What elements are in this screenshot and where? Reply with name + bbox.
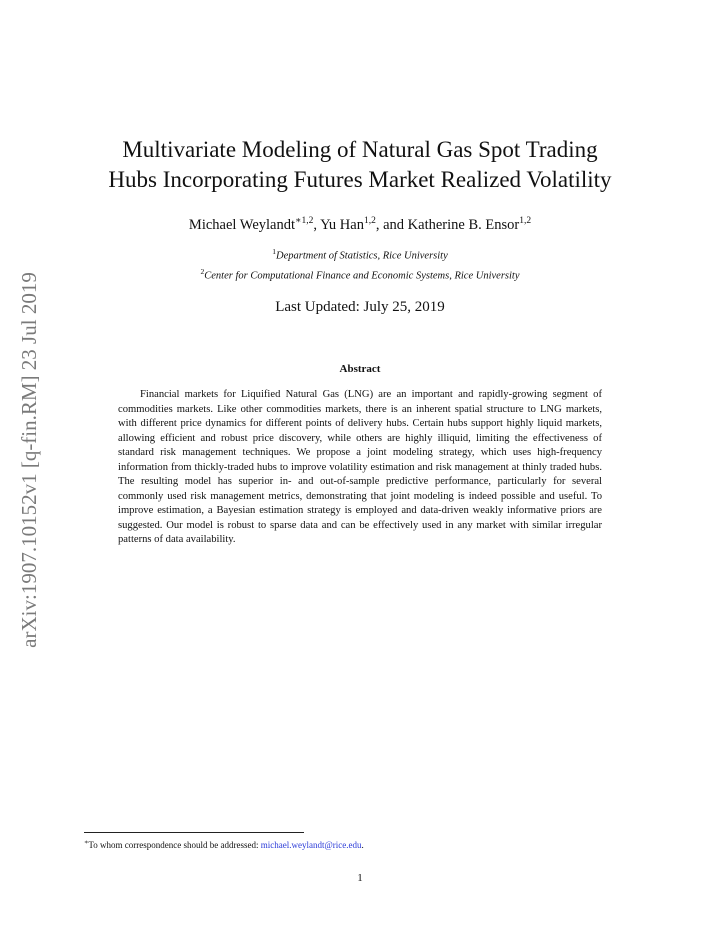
footnote-divider [84, 832, 304, 833]
affiliation-list [60, 244, 660, 283]
last-updated-date: Last Updated: July 25, 2019 [275, 299, 445, 315]
correspondence-email-link[interactable]: michael.weylandt@rice.edu [260, 840, 362, 850]
author-separator: , and [375, 216, 408, 233]
arxiv-identifier-stamp: arXiv:1907.10152v1 [q-fin.RM] 23 Jul 2019 [17, 272, 41, 648]
author-separator: , [313, 216, 321, 233]
affiliation-text: Department of Statistics, Rice University [275, 250, 448, 262]
page-number: 1 [357, 872, 363, 884]
author-name: Yu Han [320, 216, 364, 233]
footnote-marker: ∗ [84, 839, 89, 846]
paper-title [60, 135, 660, 195]
affiliation-marker: 2 [200, 266, 205, 276]
author-affiliation-marker: 1,2 [363, 216, 376, 226]
author-name: Michael Weylandt [188, 216, 295, 233]
abstract-heading: Abstract [339, 363, 381, 375]
correspondence-footnote [84, 836, 644, 852]
abstract-body: Financial markets for Liquified Natural Gas (LNG) are an important and rapidly-growing segment of commodities markets. Like other commodities markets, there is an inherent spatial structure to LNG markets, with different price dynamics for different points of delivery hubs. Certain hubs support highly liquid markets, allowing efficient and robust price discovery, while others are highly illiquid, limiting the effectiveness of standard risk management techniques. We propose a joint modeling strategy, which uses high-frequency information from thickly-traded hubs to improve volatility estimation and risk management at thinly traded hubs. The resulting model has superior in- and out-of-sample predictive performance, particularly for several commonly used risk management metrics, demonstrating that joint modeling is indeed possible and useful. To improve estimation, a Bayesian estimation strategy is employed and data-driven weakly informative priors are suggested. Our model is robust to sparse data and can be effectively used in any market with similar irregular patterns of data availability. [118, 389, 602, 546]
affiliation-marker: 1 [272, 247, 276, 256]
paper-title-line-1: Multivariate Modeling of Natural Gas Spot Trading [122, 137, 598, 162]
affiliation-text: Center for Computational Finance and Economic Systems, Rice University [204, 270, 520, 281]
author-name: Katherine B. Ensor [407, 216, 520, 233]
author-affiliation-marker: 1,2 [519, 216, 532, 226]
author-affiliation-marker: ∗1,2 [295, 216, 314, 226]
footnote-period: . [361, 840, 364, 850]
affiliation-item [60, 244, 660, 264]
author-list [60, 211, 660, 235]
footnote-text: To whom correspondence should be addressed: [88, 840, 261, 850]
affiliation-item [60, 264, 660, 284]
paper-title-line-2: Hubs Incorporating Futures Market Realized Volatility [108, 167, 612, 192]
